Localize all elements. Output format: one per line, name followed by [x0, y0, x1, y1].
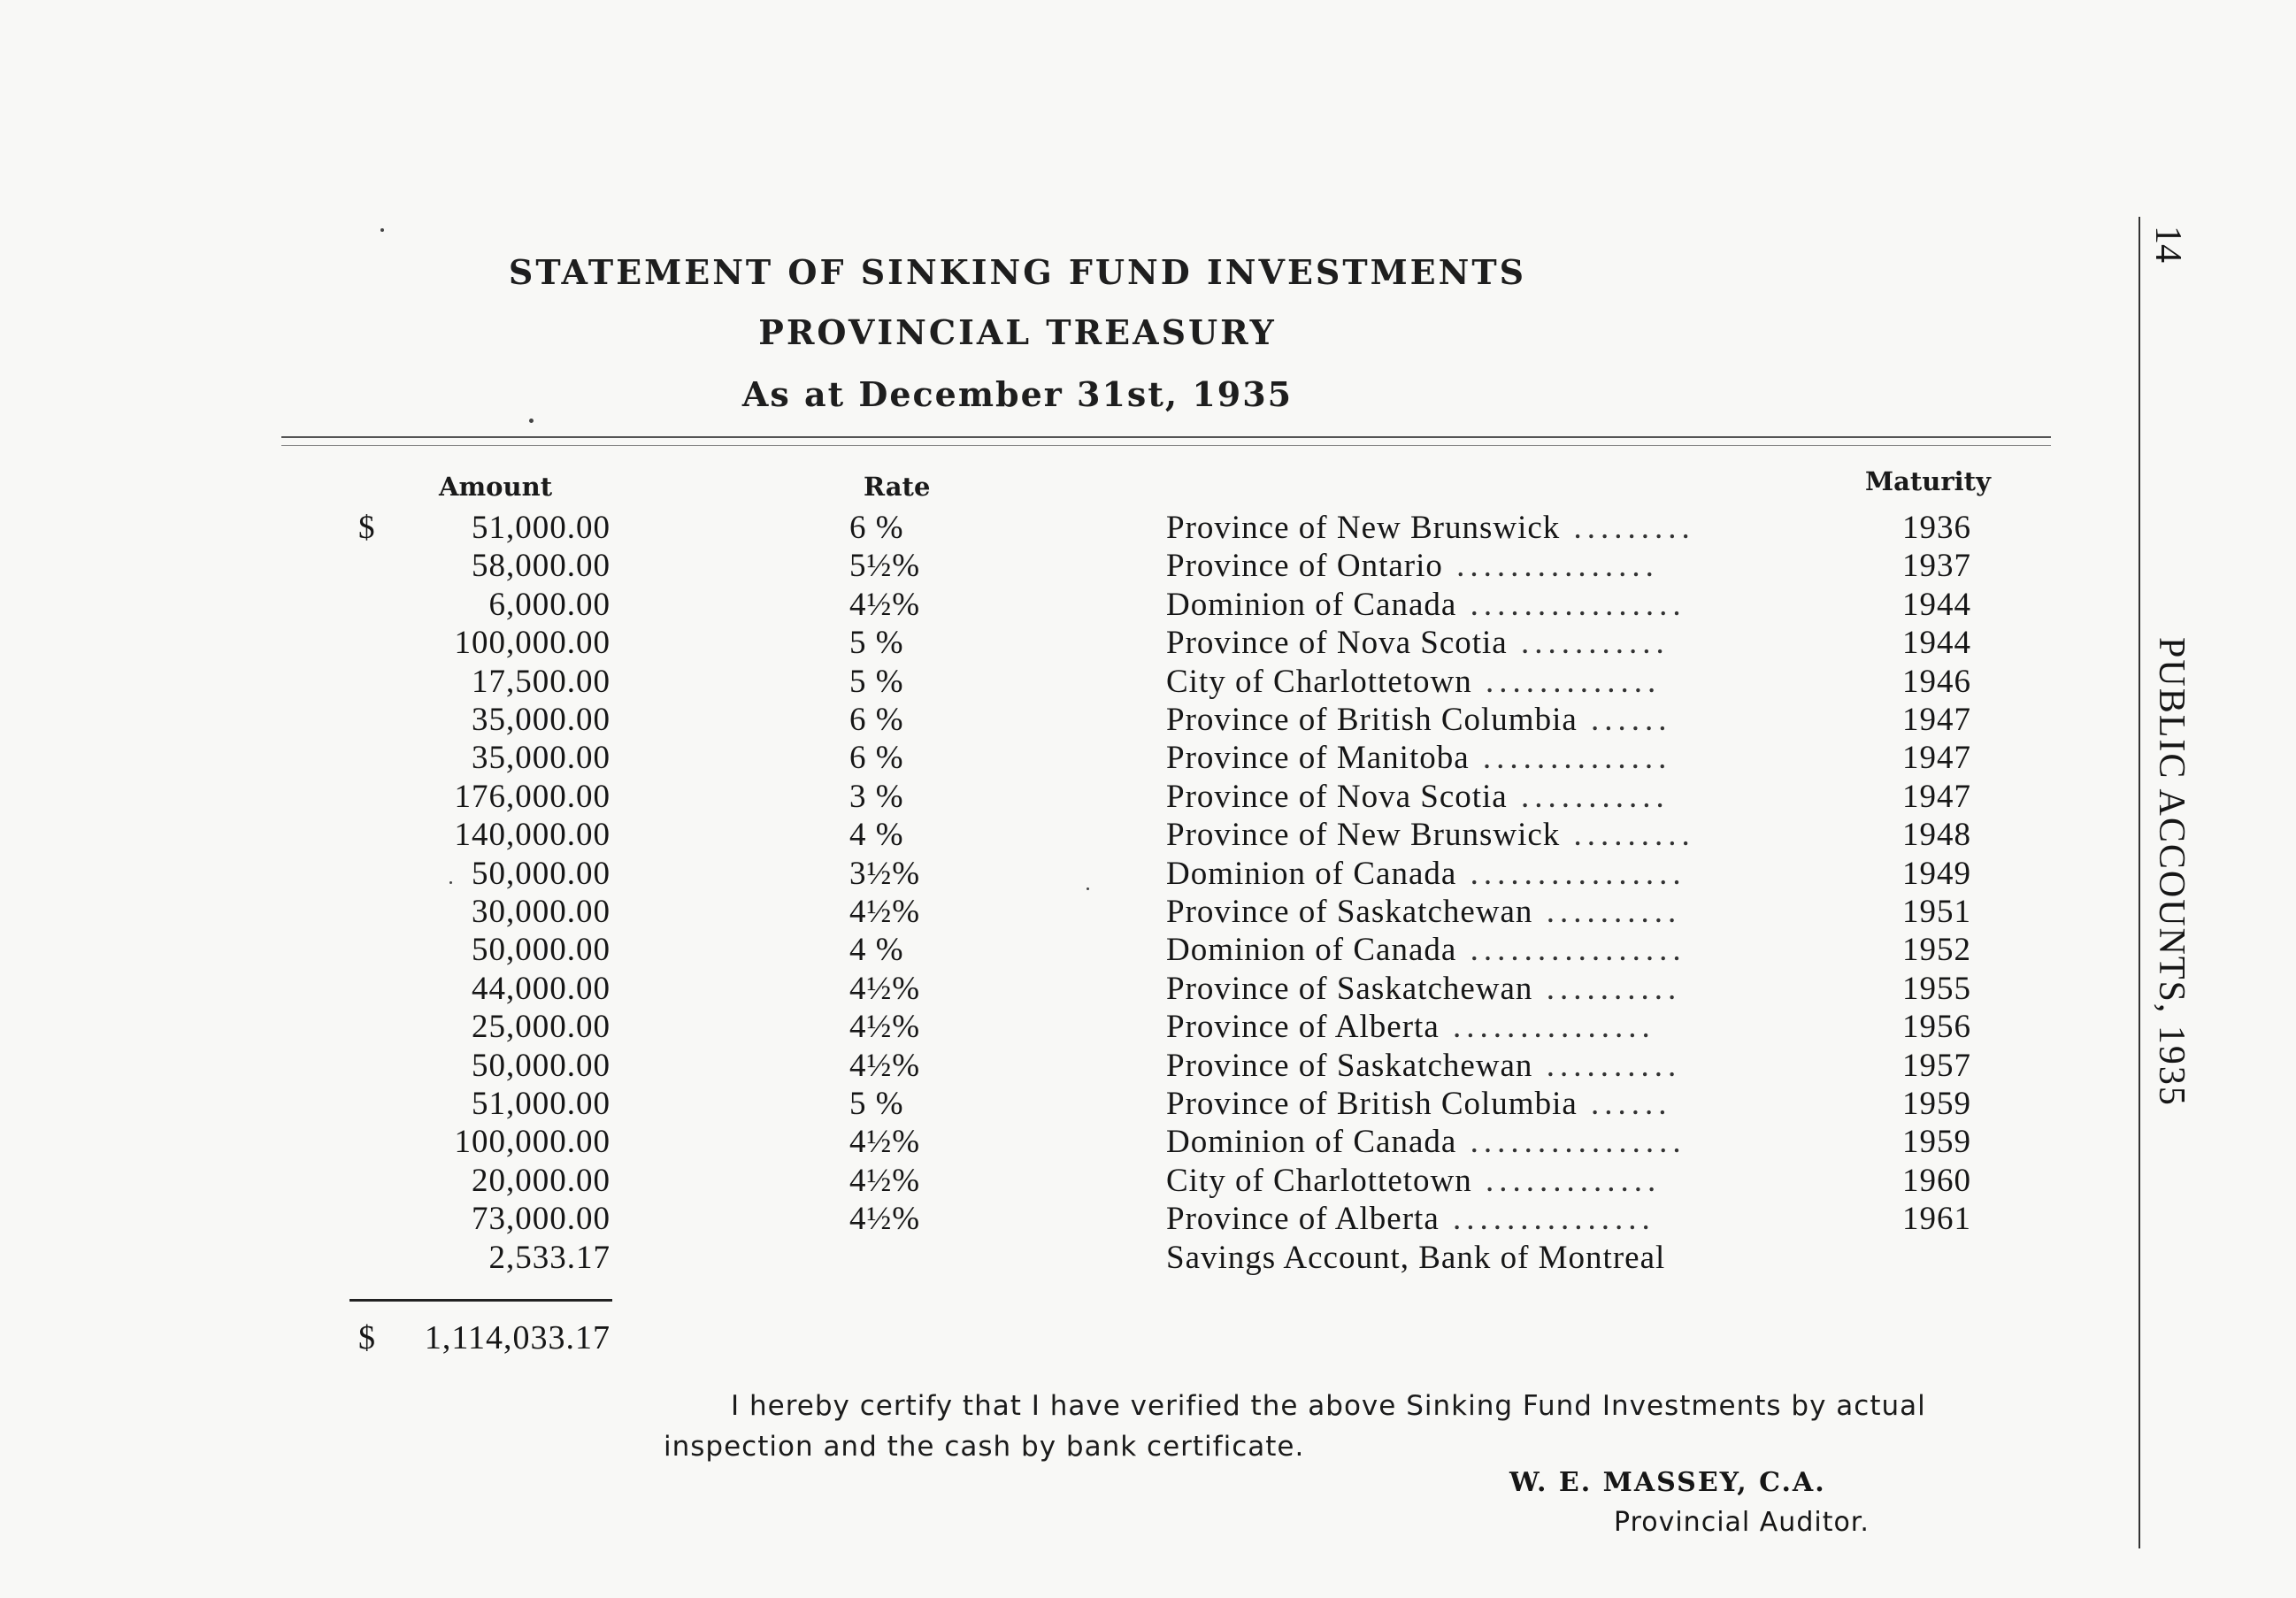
scan-speck	[380, 228, 384, 232]
scan-speck	[529, 419, 534, 423]
rate-cell: 6 %	[849, 702, 904, 738]
issuer-cell	[1166, 778, 1847, 816]
maturity-cell: 1955	[1902, 970, 1971, 1007]
maturity-cell: 1947	[1902, 778, 1971, 815]
amount-cell: 25,000.00	[472, 1009, 610, 1046]
amount-cell: 30,000.00	[472, 894, 610, 930]
rate-cell: 6 %	[849, 740, 904, 777]
rate-cell: 4 %	[849, 932, 904, 969]
table-row	[0, 739, 2035, 777]
amount-cell: 44,000.00	[472, 970, 610, 1007]
amount-cell: 100,000.00	[454, 1124, 610, 1161]
issuer-name: Province of New Brunswick	[1166, 510, 1561, 546]
maturity-cell: 1948	[1902, 817, 1971, 854]
dot-leader: ................	[1456, 586, 1686, 623]
table-row	[0, 586, 2035, 624]
issuer-name: Province of Manitoba	[1166, 740, 1470, 777]
issuer-name: Province of Saskatchewan	[1166, 1047, 1533, 1084]
maturity-cell: 1960	[1902, 1162, 1971, 1199]
issuer-cell	[1166, 701, 1847, 739]
table-row	[0, 663, 2035, 701]
maturity-cell: 1944	[1902, 586, 1971, 623]
issuer-name: Province of Nova Scotia	[1166, 625, 1508, 662]
amount-cell: 100,000.00	[454, 625, 610, 662]
issuer-cell	[1166, 624, 1847, 662]
table-row	[0, 855, 2035, 893]
issuer-name: Province of British Columbia	[1166, 702, 1578, 738]
issuer-cell	[1166, 547, 1847, 585]
amount-cell: 73,000.00	[472, 1201, 610, 1238]
dot-leader: ...............	[1439, 1201, 1655, 1238]
total-currency-symbol: $	[358, 1319, 376, 1356]
maturity-cell: 1956	[1902, 1009, 1971, 1046]
dot-leader: ................	[1456, 1124, 1686, 1161]
amount-cell: 140,000.00	[454, 817, 610, 854]
dot-leader: ...............	[1439, 1009, 1655, 1046]
total-rule	[349, 1299, 612, 1302]
maturity-cell: 1949	[1902, 855, 1971, 892]
total-row	[0, 1317, 708, 1359]
table-row	[0, 701, 2035, 739]
issuer-name: Province of Alberta	[1166, 1201, 1440, 1238]
table-row	[0, 931, 2035, 969]
table-row	[0, 1162, 2035, 1200]
rate-cell: 3 %	[849, 778, 904, 815]
table-row	[0, 509, 2035, 547]
amount-cell: 51,000.00	[472, 510, 610, 546]
issuer-cell	[1166, 586, 1847, 624]
amount-cell: 17,500.00	[472, 663, 610, 700]
dot-leader: ......	[1577, 702, 1672, 738]
issuer-cell	[1166, 1008, 1847, 1046]
rate-cell: 4½%	[849, 970, 921, 1007]
table-row	[0, 816, 2035, 854]
amount-cell: 35,000.00	[472, 702, 610, 738]
dot-leader: ...........	[1507, 778, 1670, 815]
rate-cell: 5 %	[849, 663, 904, 700]
table-row	[0, 1008, 2035, 1046]
page-number: 14	[2147, 226, 2188, 263]
issuer-name: Province of Saskatchewan	[1166, 970, 1533, 1007]
signer-name: W. E. MASSEY, C.A.	[1509, 1467, 1826, 1498]
issuer-cell	[1166, 1047, 1847, 1085]
rate-cell: 4½%	[849, 894, 921, 930]
maturity-cell: 1952	[1902, 932, 1971, 969]
issuer-name: Province of British Columbia	[1166, 1086, 1578, 1122]
issuer-cell	[1166, 816, 1847, 854]
dot-leader: ..............	[1469, 740, 1672, 777]
issuer-name: City of Charlottetown	[1166, 1162, 1472, 1199]
amount-cell: 50,000.00	[472, 855, 610, 892]
maturity-cell: 1936	[1902, 510, 1971, 546]
issuer-cell	[1166, 1123, 1847, 1161]
header-rule-secondary	[281, 445, 2051, 446]
issuer-name: Savings Account, Bank of Montreal	[1166, 1239, 1666, 1276]
issuer-cell	[1166, 931, 1847, 969]
dot-leader: .........	[1560, 817, 1695, 854]
issuer-name: Province of Ontario	[1166, 548, 1443, 585]
amount-cell: 51,000.00	[472, 1086, 610, 1122]
maturity-cell: 1961	[1902, 1201, 1971, 1238]
issuer-cell	[1166, 739, 1847, 777]
table-row	[0, 970, 2035, 1008]
table-row	[0, 893, 2035, 931]
dot-leader: .............	[1471, 663, 1662, 700]
rate-cell: 4½%	[849, 1009, 921, 1046]
amount-cell: 50,000.00	[472, 932, 610, 969]
maturity-cell: 1957	[1902, 1047, 1971, 1084]
statement-title: STATEMENT OF SINKING FUND INVESTMENTS	[508, 252, 1527, 292]
dot-leader: ................	[1456, 855, 1686, 892]
certification-line-1: I hereby certify that I have verified the above Sinking Fund Investments by actual	[731, 1390, 1926, 1422]
rate-cell: 5½%	[849, 548, 921, 585]
amount-cell: 176,000.00	[454, 778, 610, 815]
issuer-name: Dominion of Canada	[1166, 932, 1457, 969]
dot-leader: .............	[1471, 1162, 1662, 1199]
running-head: PUBLIC ACCOUNTS, 1935	[2151, 637, 2192, 1107]
table-row	[0, 1047, 2035, 1085]
issuer-name: Dominion of Canada	[1166, 586, 1457, 623]
signer-title: Provincial Auditor.	[1614, 1507, 1870, 1538]
amount-cell: 35,000.00	[472, 740, 610, 777]
dot-leader: ..........	[1532, 970, 1682, 1007]
column-header-amount: Amount	[439, 472, 553, 502]
dot-leader: ...............	[1442, 548, 1659, 585]
issuer-cell	[1166, 1200, 1847, 1238]
amount-cell: 50,000.00	[472, 1047, 610, 1084]
table-row	[0, 1239, 2035, 1277]
maturity-cell: 1946	[1902, 663, 1971, 700]
maturity-cell: 1947	[1902, 702, 1971, 738]
column-header-maturity: Maturity	[1865, 466, 1991, 496]
scan-speck	[1087, 887, 1089, 890]
rate-cell: 4½%	[849, 586, 921, 623]
issuer-cell	[1166, 509, 1847, 547]
issuer-cell	[1166, 1162, 1847, 1200]
rate-cell: 5 %	[849, 625, 904, 662]
rate-cell: 4½%	[849, 1201, 921, 1238]
rate-cell: 4½%	[849, 1124, 921, 1161]
statement-date: As at December 31st, 1935	[741, 374, 1294, 414]
maturity-cell: 1959	[1902, 1124, 1971, 1161]
issuer-name: Province of Saskatchewan	[1166, 894, 1533, 930]
table-row	[0, 778, 2035, 816]
maturity-cell: 1947	[1902, 740, 1971, 777]
maturity-cell: 1959	[1902, 1086, 1971, 1122]
dot-leader: ..........	[1532, 894, 1682, 930]
dot-leader: .........	[1560, 510, 1695, 546]
maturity-cell: 1944	[1902, 625, 1971, 662]
amount-cell: 20,000.00	[472, 1162, 610, 1199]
dot-leader: ................	[1456, 932, 1686, 969]
statement-subtitle: PROVINCIAL TREASURY	[758, 312, 1277, 352]
rate-cell: 4½%	[849, 1047, 921, 1084]
issuer-name: City of Charlottetown	[1166, 663, 1472, 700]
rate-cell: 3½%	[849, 855, 921, 892]
table-row	[0, 1085, 2035, 1123]
issuer-cell	[1166, 663, 1847, 701]
amount-cell: 2,533.17	[488, 1239, 610, 1276]
certification-line-2: inspection and the cash by bank certificate.	[664, 1431, 1305, 1463]
table-row	[0, 624, 2035, 662]
amount-cell: 6,000.00	[488, 586, 610, 623]
table-row	[0, 1123, 2035, 1161]
rate-cell: 4 %	[849, 817, 904, 854]
issuer-name: Dominion of Canada	[1166, 855, 1457, 892]
table-row	[0, 1200, 2035, 1238]
maturity-cell: 1951	[1902, 894, 1971, 930]
dot-leader: ..........	[1532, 1047, 1682, 1084]
issuer-cell	[1166, 893, 1847, 931]
table-row	[0, 547, 2035, 585]
rate-cell: 5 %	[849, 1086, 904, 1122]
issuer-cell	[1166, 1239, 1847, 1277]
column-header-rate: Rate	[864, 472, 931, 502]
issuer-name: Province of Nova Scotia	[1166, 778, 1508, 815]
margin-rule	[2139, 217, 2140, 1548]
issuer-cell	[1166, 970, 1847, 1008]
issuer-name: Province of New Brunswick	[1166, 817, 1561, 854]
header-rule	[281, 436, 2051, 438]
total-amount: 1,114,033.17	[424, 1319, 610, 1356]
currency-symbol: $	[358, 510, 376, 546]
issuer-name: Province of Alberta	[1166, 1009, 1440, 1046]
rate-cell: 4½%	[849, 1162, 921, 1199]
issuer-cell	[1166, 1085, 1847, 1123]
issuer-cell	[1166, 855, 1847, 893]
rate-cell: 6 %	[849, 510, 904, 546]
issuer-name: Dominion of Canada	[1166, 1124, 1457, 1161]
maturity-cell: 1937	[1902, 548, 1971, 585]
scan-speck	[449, 881, 452, 884]
amount-cell: 58,000.00	[472, 548, 610, 585]
dot-leader: ...........	[1507, 625, 1670, 662]
dot-leader: ......	[1577, 1086, 1672, 1122]
